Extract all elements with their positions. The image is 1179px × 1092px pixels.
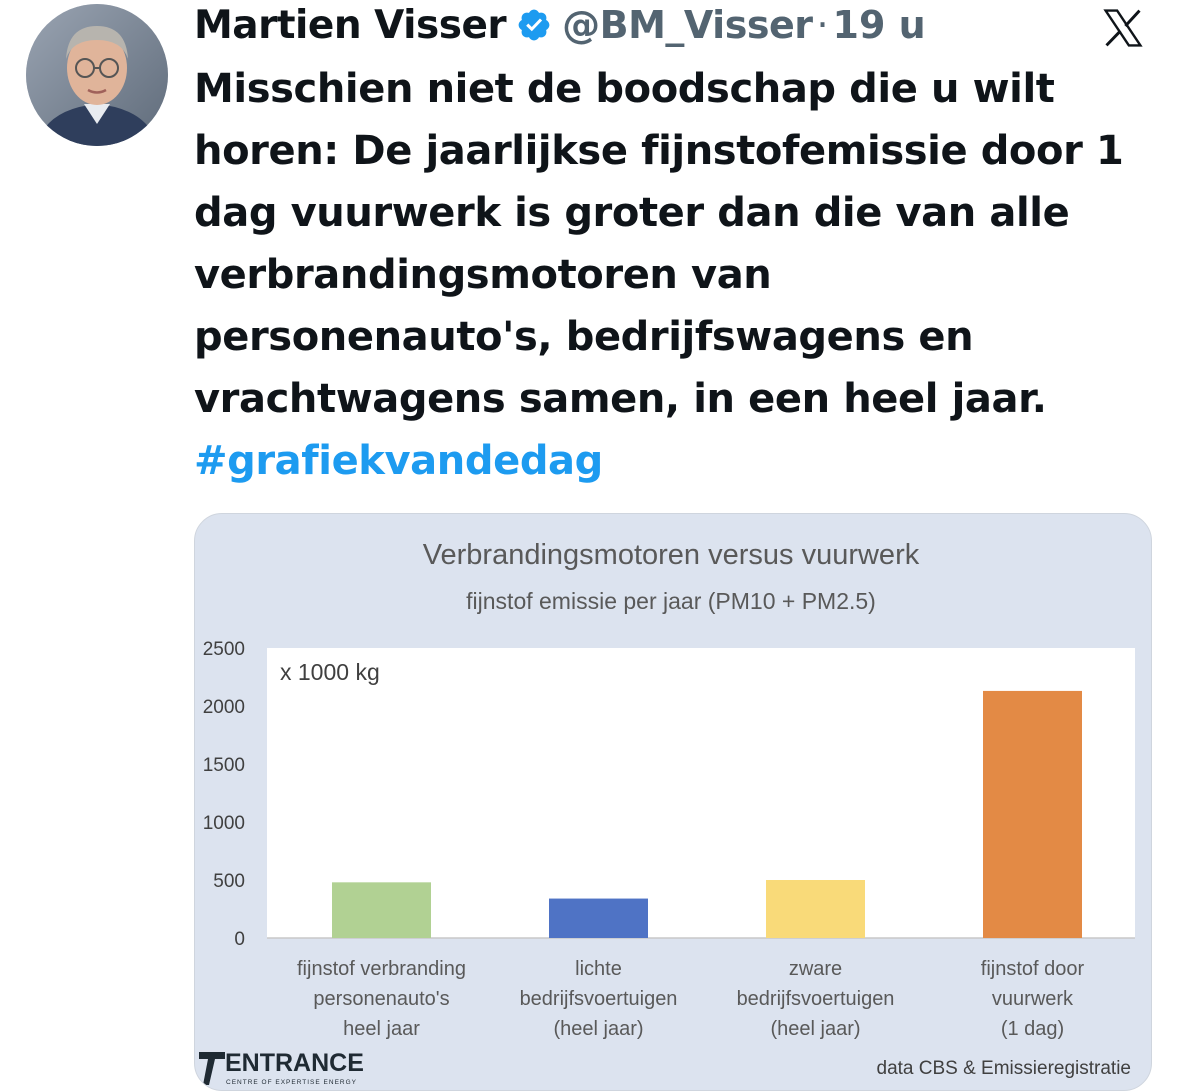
x-logo-icon (1098, 6, 1148, 50)
category-label: (1 dag) (1000, 1018, 1065, 1040)
category-label: (heel jaar) (553, 1018, 644, 1040)
tweet-text (194, 58, 1169, 492)
y-tick-label: 2000 (202, 697, 245, 718)
y-tick-labels (203, 639, 245, 950)
y-tick-label: 2500 (202, 639, 245, 660)
avatar[interactable] (26, 4, 168, 146)
logo-subtext: CENTRE OF EXPERTISE ENERGY (226, 1079, 357, 1086)
category-label: personenauto's (313, 988, 450, 1010)
category-label: fijnstof verbranding (297, 958, 466, 980)
avatar-image (26, 4, 168, 146)
author-name[interactable]: Martien Visser (194, 2, 507, 48)
tweet-text-line: vrachtwagens samen, in een heel jaar. (194, 376, 1047, 422)
logo-mark-icon (199, 1052, 225, 1085)
category-label: (heel jaar) (770, 1018, 861, 1040)
category-label: heel jaar (343, 1018, 420, 1040)
entrance-logo (199, 1049, 364, 1086)
y-tick-label: 500 (213, 871, 245, 892)
bar (549, 899, 648, 938)
category-label: bedrijfsvoertuigen (736, 988, 895, 1010)
category-label: fijnstof door (980, 958, 1085, 980)
y-tick-label: 0 (234, 929, 245, 950)
tweet-text-line: personenauto's, bedrijfswagens en (194, 314, 974, 360)
verified-badge-icon (516, 7, 552, 43)
hashtag-link[interactable]: #grafiekvandedag (194, 438, 603, 484)
separator-dot: · (816, 3, 829, 47)
tweet-text-line: verbrandingsmotoren van (194, 252, 772, 298)
chart-subtitle: fijnstof emissie per jaar (PM10 + PM2.5) (466, 588, 876, 614)
logo-text: ENTRANCE (225, 1049, 364, 1077)
bar (332, 882, 431, 938)
y-tick-label: 1500 (202, 755, 245, 776)
category-label: zware (788, 958, 843, 980)
tweet-timestamp[interactable]: 19 u (832, 3, 926, 47)
category-label: bedrijfsvoertuigen (519, 988, 678, 1010)
category-labels (297, 958, 1085, 1040)
tweet-text-line: dag vuurwerk is groter dan die van alle (194, 190, 1070, 236)
chart-title: Verbrandingsmotoren versus vuurwerk (422, 539, 920, 571)
chart-image-card[interactable] (194, 513, 1152, 1091)
bar (766, 880, 865, 938)
tweet-header (194, 0, 926, 50)
data-source-label: data CBS & Emissieregistratie (876, 1058, 1131, 1079)
unit-label: x 1000 kg (280, 659, 380, 685)
tweet-text-line: horen: De jaarlijkse fijnstofemissie door 1 (194, 128, 1124, 174)
category-label: lichte (575, 958, 622, 980)
bar-chart (195, 514, 1151, 1090)
tweet-text-line: Misschien niet de boodschap die u wilt (194, 66, 1055, 112)
bar (983, 691, 1082, 938)
category-label: vuurwerk (991, 988, 1074, 1010)
y-tick-label: 1000 (202, 813, 245, 834)
author-handle[interactable]: @BM_Visser (562, 3, 813, 47)
